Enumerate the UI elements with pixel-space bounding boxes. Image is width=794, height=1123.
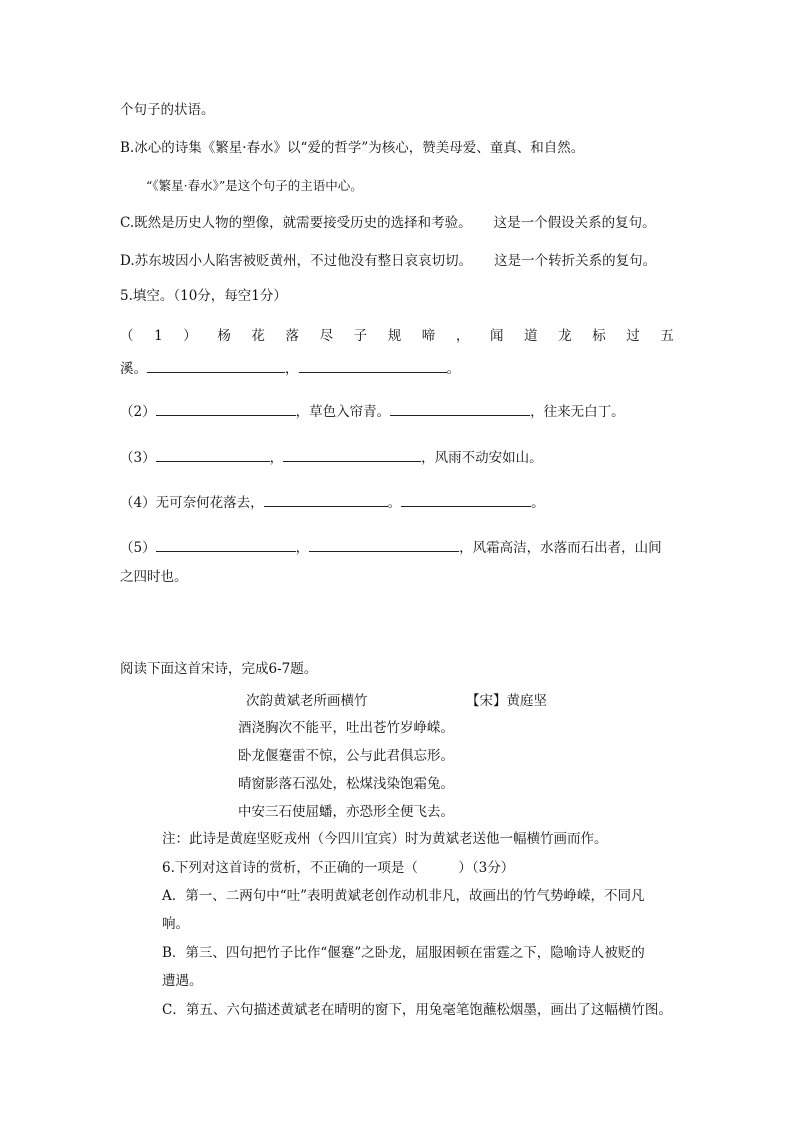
option-b-note: “《繁星·春水》”是这个句子的主语中心。 bbox=[146, 178, 363, 193]
q1-char: 啼 bbox=[421, 328, 436, 344]
poem-line: 中安三石使屈蟠，亦恐形全便飞去。 bbox=[238, 804, 454, 820]
q6-option-a: A．第一、二两句中“吐”表明黄斌老创作动机非凡，故画出的竹气势峥嵘，不同凡 bbox=[162, 888, 645, 904]
answer-blank[interactable] bbox=[156, 401, 296, 416]
text-line: 个句子的状语。 bbox=[120, 102, 215, 118]
q1-char: ， bbox=[455, 328, 470, 344]
q1-char: 过 bbox=[626, 328, 640, 344]
q6-option-b-cont: 遭遇。 bbox=[162, 973, 203, 989]
q6-option-a-cont: 响。 bbox=[162, 916, 189, 932]
option-d-sentence: D.苏东坡因小人陷害被贬黄州，不过他没有整日哀哀切切。 bbox=[120, 253, 473, 269]
option-b: B.冰心的诗集《繁星·春水》以“爱的哲学”为核心，赞美母爱、童真、和自然。 bbox=[120, 140, 585, 156]
q1-char: 闻 bbox=[489, 328, 504, 344]
poem-line: 晴窗影落石泓处，松煤浅染饱霜兔。 bbox=[238, 776, 454, 792]
option-c-sentence: C.既然是历史人物的塑像，就需要接受历史的选择和考验。 bbox=[120, 215, 472, 231]
fill-item-4: （4）无可奈何花落去， 。 。 bbox=[120, 492, 545, 513]
q1-char: 规 bbox=[387, 328, 402, 344]
q1-char: 尽 bbox=[319, 328, 334, 344]
answer-blank[interactable] bbox=[156, 537, 296, 552]
q1-char: （ bbox=[120, 328, 134, 344]
answer-blank[interactable] bbox=[401, 492, 531, 507]
poem-author: 【宋】黄庭坚 bbox=[466, 693, 547, 709]
q1-char: 杨 bbox=[217, 328, 231, 344]
fill-item-5-cont: 之四时也。 bbox=[120, 569, 188, 585]
fill-item-2: （2） ，草色入帘青。 ，往来无白丁。 bbox=[120, 401, 625, 422]
q1-char: 五 bbox=[660, 328, 674, 344]
question-6-stem: 6.下列对这首诗的赏析，不正确的一项是（ ）（3分） bbox=[162, 860, 515, 876]
answer-blank[interactable] bbox=[147, 358, 285, 373]
q1-char: 道 bbox=[524, 328, 538, 344]
fill-item-5: （5） ， ，风霜高洁，水落而石出者，山间 bbox=[120, 537, 662, 558]
poem-note: 注：此诗是黄庭坚贬戎州（今四川宜宾）时为黄斌老送他一幅横竹画而作。 bbox=[162, 831, 608, 847]
answer-blank[interactable] bbox=[283, 447, 421, 462]
option-c bbox=[120, 213, 656, 233]
option-d-judgement: 这是一个转折关系的复句。 bbox=[494, 253, 657, 269]
q1-char: 1 bbox=[154, 328, 163, 344]
answer-blank[interactable] bbox=[309, 537, 459, 552]
q6-option-b: B．第三、四句把竹子比作“偃蹇”之卧龙，屈服困顿在雷霆之下，隐喻诗人被贬的 bbox=[162, 945, 645, 961]
poem-line: 卧龙偃蹇雷不惊，公与此君俱忘形。 bbox=[238, 748, 454, 764]
answer-blank[interactable] bbox=[156, 447, 270, 462]
fill-item-1-cont: 溪。 ， 。 bbox=[120, 358, 460, 379]
option-d bbox=[120, 251, 656, 271]
q6-option-c: C．第五、六句描述黄斌老在晴明的窗下，用兔毫笔饱蘸松烟墨，画出了这幅横竹图。 bbox=[162, 1002, 672, 1018]
option-c-judgement: 这是一个假设关系的复句。 bbox=[493, 215, 656, 231]
poem-line: 酒浇胸次不能平，吐出苍竹岁峥嵘。 bbox=[238, 720, 454, 736]
answer-blank[interactable] bbox=[264, 492, 388, 507]
q1-char: ） bbox=[183, 328, 197, 344]
answer-blank[interactable] bbox=[390, 401, 530, 416]
q1-char: 标 bbox=[592, 328, 606, 344]
fill-item-1 bbox=[120, 326, 674, 346]
q1-char: 子 bbox=[353, 328, 368, 344]
answer-blank[interactable] bbox=[299, 358, 447, 373]
q1-char: 花 bbox=[251, 328, 265, 344]
fill-item-3: （3） ， ，风雨不动安如山。 bbox=[120, 447, 543, 468]
poem-title: 次韵黄斌老所画横竹 bbox=[246, 693, 368, 709]
q1-char: 龙 bbox=[558, 328, 572, 344]
reading-intro: 阅读下面这首宋诗，完成6-7题。 bbox=[120, 661, 318, 677]
q1-char: 落 bbox=[285, 328, 299, 344]
question-5-title: 5.填空。（10分，每空1分） bbox=[120, 288, 287, 304]
